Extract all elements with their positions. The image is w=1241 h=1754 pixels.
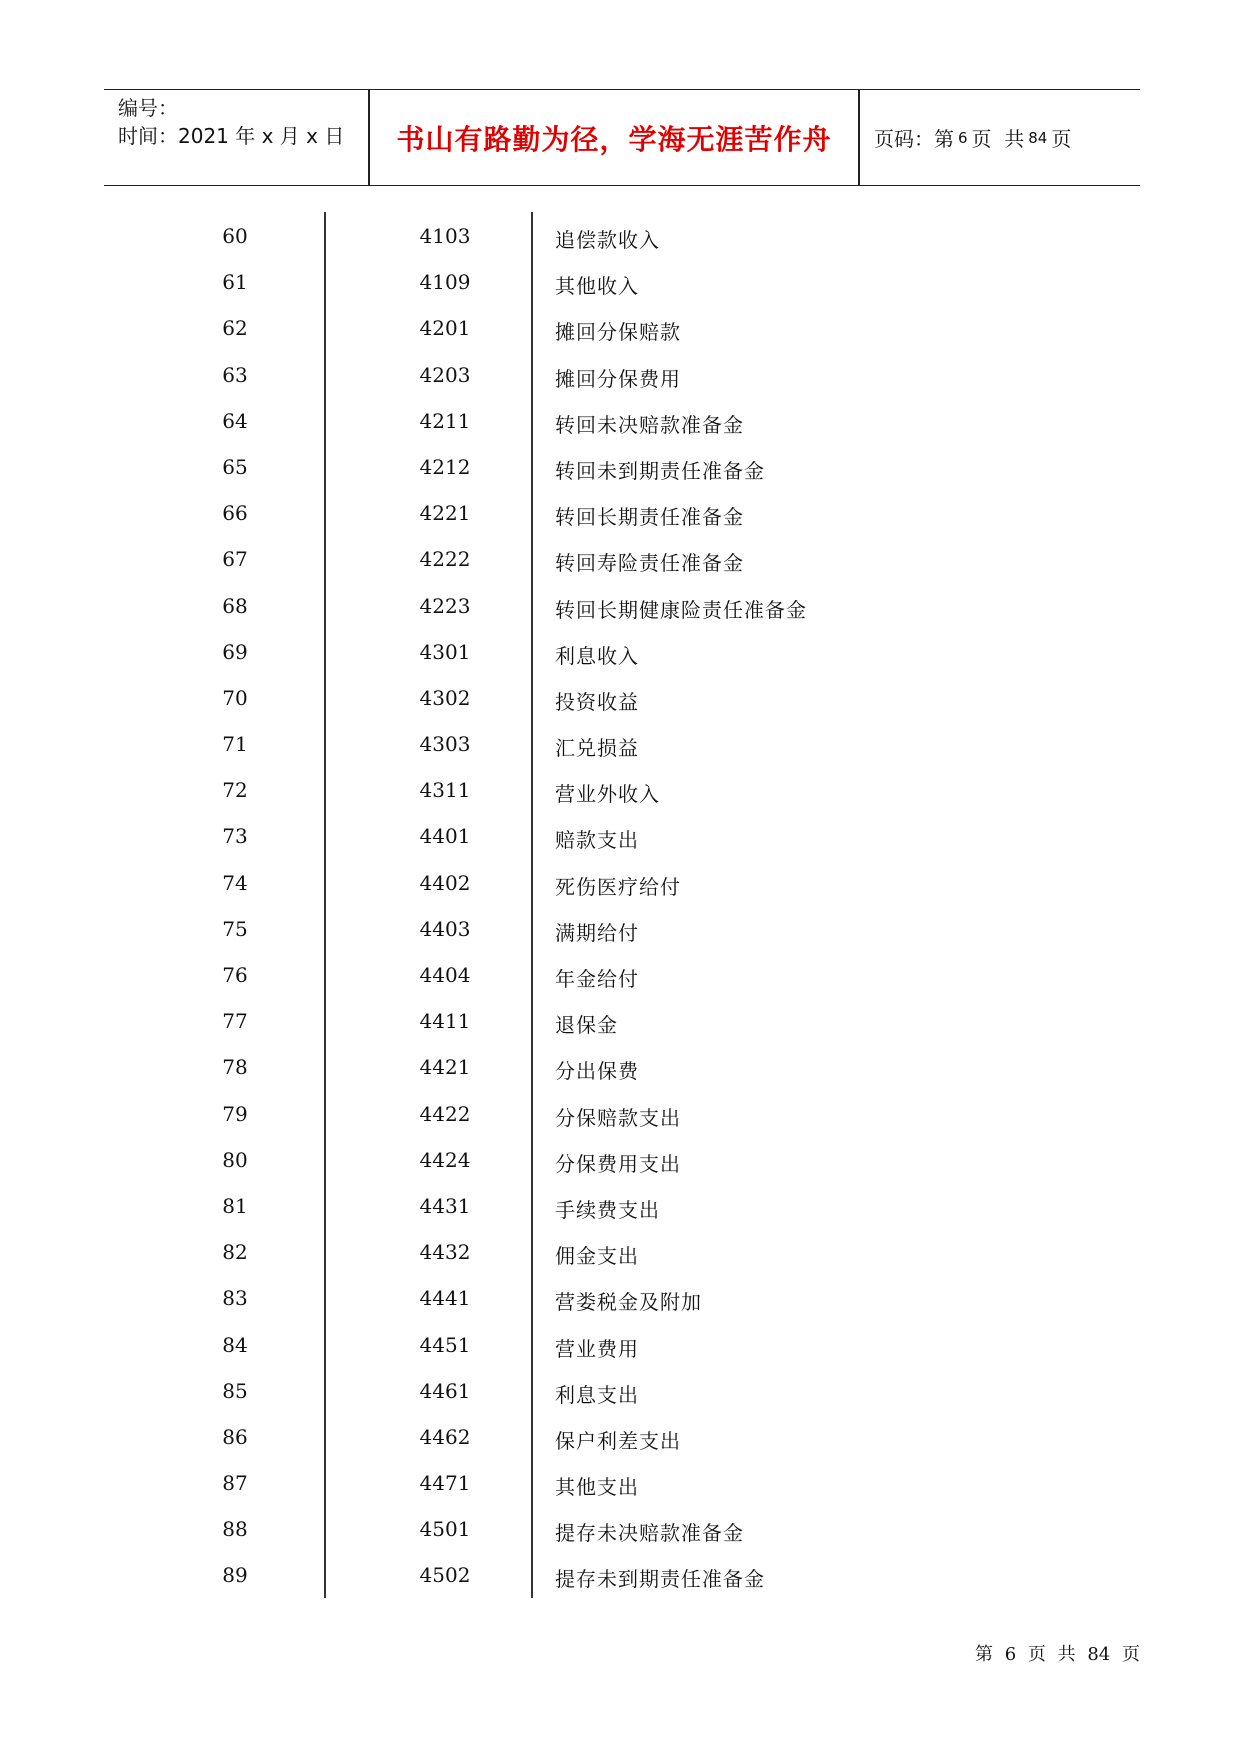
table-row: [170, 212, 1130, 258]
account-code: 4424: [419, 1147, 471, 1172]
account-code: 4502: [419, 1563, 471, 1588]
row-number: 78: [222, 1055, 248, 1080]
header-divider: [858, 90, 860, 185]
account-name: 转回未决赔款准备金: [555, 412, 744, 437]
account-name: 提存未决赔款准备金: [555, 1521, 744, 1546]
account-name: 分保费用支出: [555, 1151, 681, 1176]
row-number: 89: [222, 1563, 248, 1588]
table-row: [170, 1136, 1130, 1182]
table-row: [170, 812, 1130, 858]
account-code: 4303: [419, 732, 471, 757]
row-number: 66: [222, 501, 248, 526]
row-number: 75: [222, 916, 248, 941]
row-number: 80: [222, 1147, 248, 1172]
account-code: 4402: [419, 870, 471, 895]
account-name: 转回寿险责任准备金: [555, 551, 744, 576]
account-code: 4222: [419, 547, 471, 572]
page-suffix: 页: [1051, 127, 1072, 151]
page-mid: 页 共: [971, 127, 1025, 151]
account-code: 4432: [419, 1240, 471, 1265]
account-code: 4462: [419, 1424, 471, 1449]
account-code: 4211: [419, 408, 471, 433]
row-number: 73: [222, 824, 248, 849]
account-code: 4401: [419, 824, 471, 849]
table-row: [170, 1459, 1130, 1505]
page-prefix: 页码：第: [874, 127, 954, 151]
table-row: [170, 1367, 1130, 1413]
row-number: 72: [222, 778, 248, 803]
account-name: 汇兑损益: [555, 736, 639, 761]
page-footer: 第 6 页 共 84 页: [975, 1644, 1140, 1665]
table-row: [170, 489, 1130, 535]
table-row: [170, 1551, 1130, 1597]
row-number: 79: [222, 1101, 248, 1126]
account-name: 分出保费: [555, 1059, 639, 1084]
account-code: 4461: [419, 1378, 471, 1403]
row-number: 74: [222, 870, 248, 895]
row-number: 86: [222, 1424, 248, 1449]
table-row: [170, 997, 1130, 1043]
header-page-info: [874, 90, 1071, 185]
header-motto: 书山有路勤为径，学海无涯苦作舟: [396, 122, 832, 156]
account-name: 其他收入: [555, 274, 639, 299]
table-row: [170, 720, 1130, 766]
table-row: [170, 258, 1130, 304]
accounts-table: [170, 212, 1130, 1598]
account-name: 佣金支出: [555, 1244, 639, 1269]
account-code: 4223: [419, 593, 471, 618]
account-code: 4431: [419, 1193, 471, 1218]
table-row: [170, 628, 1130, 674]
row-number: 60: [222, 224, 248, 248]
row-number: 67: [222, 547, 248, 572]
account-name: 转回未到期责任准备金: [555, 458, 765, 483]
account-code: 4404: [419, 963, 471, 987]
row-number: 70: [222, 685, 248, 710]
header-meta: [118, 94, 368, 150]
account-name: 转回长期健康险责任准备金: [555, 597, 807, 622]
account-name: 营业费用: [555, 1336, 639, 1361]
account-name: 赔款支出: [555, 828, 639, 853]
row-number: 83: [222, 1286, 248, 1311]
table-row: [170, 1228, 1130, 1274]
account-name: 营业外收入: [555, 782, 660, 807]
account-code: 4451: [419, 1332, 471, 1357]
account-name: 利息支出: [555, 1382, 639, 1407]
row-number: 65: [222, 454, 248, 479]
table-row: [170, 1043, 1130, 1089]
account-name: 满期给付: [555, 920, 639, 945]
account-name: 手续费支出: [555, 1197, 660, 1222]
table-row: [170, 1182, 1130, 1228]
account-code: 4302: [419, 685, 471, 710]
row-number: 61: [222, 270, 248, 295]
row-number: 82: [222, 1240, 248, 1265]
page-total: 84: [1028, 128, 1048, 147]
account-name: 投资收益: [555, 689, 639, 714]
account-code: 4103: [419, 224, 471, 248]
account-name: 提存未到期责任准备金: [555, 1567, 765, 1592]
account-code: 4422: [419, 1101, 471, 1126]
account-code: 4471: [419, 1471, 471, 1496]
table-row: [170, 1505, 1130, 1551]
account-code: 4301: [419, 639, 471, 664]
row-number: 85: [222, 1378, 248, 1403]
table-row: [170, 351, 1130, 397]
row-number: 71: [222, 732, 248, 757]
row-number: 84: [222, 1332, 248, 1357]
row-number: 64: [222, 408, 248, 433]
row-number: 63: [222, 362, 248, 387]
page-number: 6: [958, 128, 968, 147]
account-name: 转回长期责任准备金: [555, 505, 744, 530]
row-number: 69: [222, 639, 248, 664]
account-code: 4109: [419, 270, 471, 295]
account-code: 4501: [419, 1517, 471, 1542]
table-row: [170, 951, 1130, 997]
account-name: 其他支出: [555, 1475, 639, 1500]
row-number: 62: [222, 316, 248, 341]
table-row: [170, 304, 1130, 350]
table-row: [170, 582, 1130, 628]
account-name: 退保金: [555, 1013, 618, 1038]
account-code: 4212: [419, 454, 471, 479]
table-row: [170, 1413, 1130, 1459]
table-row: [170, 1274, 1130, 1320]
account-code: 4203: [419, 362, 471, 387]
account-code: 4311: [419, 778, 471, 803]
row-number: 87: [222, 1471, 248, 1496]
account-code: 4221: [419, 501, 471, 526]
table-row: [170, 397, 1130, 443]
table-row: [170, 859, 1130, 905]
account-code: 4411: [419, 1009, 471, 1034]
table-row: [170, 535, 1130, 581]
row-number: 76: [222, 963, 248, 987]
row-number: 81: [222, 1193, 248, 1218]
number-label: 编号：: [118, 96, 178, 120]
account-name: 年金给付: [555, 967, 639, 991]
account-name: 保户利差支出: [555, 1428, 681, 1453]
page-header: [104, 89, 1140, 186]
row-number: 88: [222, 1517, 248, 1542]
account-name: 营娄税金及附加: [555, 1290, 702, 1315]
account-code: 4441: [419, 1286, 471, 1311]
row-number: 68: [222, 593, 248, 618]
account-name: 摊回分保赔款: [555, 320, 681, 345]
table-row: [170, 1321, 1130, 1367]
time-label: 时间：2021 年 x 月 x 日: [118, 124, 345, 148]
table-row: [170, 766, 1130, 812]
account-name: 分保赔款支出: [555, 1105, 681, 1130]
account-name: 摊回分保费用: [555, 366, 681, 391]
account-name: 利息收入: [555, 643, 639, 668]
table-row: [170, 1090, 1130, 1136]
table-row: [170, 674, 1130, 720]
account-code: 4421: [419, 1055, 471, 1080]
account-code: 4201: [419, 316, 471, 341]
account-name: 追偿款收入: [555, 228, 660, 252]
account-name: 死伤医疗给付: [555, 874, 681, 899]
account-code: 4403: [419, 916, 471, 941]
row-number: 77: [222, 1009, 248, 1034]
table-row: [170, 443, 1130, 489]
table-row: [170, 905, 1130, 951]
